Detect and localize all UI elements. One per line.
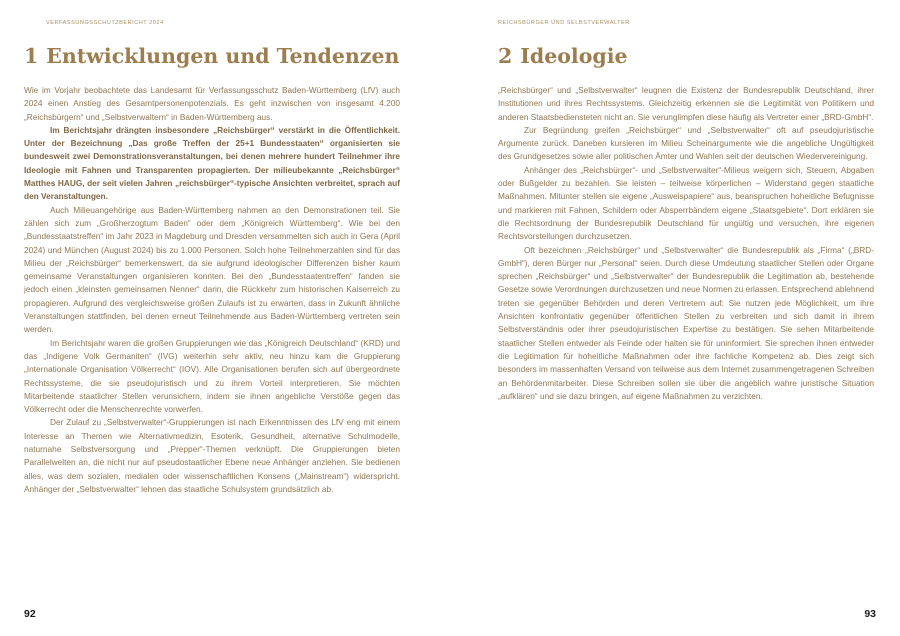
chapter-title-text: Entwicklungen und Tendenzen [46, 44, 400, 68]
body-text [498, 84, 874, 403]
paragraph: Im Berichtsjahr waren die großen Gruppierungen wie das „Königreich Deutschland“ (KRD) und das „Indigene Volk Germaniten“ (IVG) weiterhin sehr aktiv, neu hinzu kam die Gruppierung „Internationale Organisation Völkerrecht“ (IOV). Alle Organisationen berufen sich auf übergeordnete Rechtssysteme, die sie pseudojuristisch und zu ihrem Vorteil interpretieren. Sie möchten Mitarbeitende staatlicher Stellen verunsichern, indem sie ihnen angebliche Verstöße gegen das Völkerrecht oder die Menschenrechte vorwerfen. [24, 337, 400, 415]
paragraph-emphasis: Im Berichtsjahr drängten insbesondere „Reichsbürger“ verstärkt in die Öffentlichkeit. Unter der Bezeichnung „Das große Treffen der 25+1 Bundesstaaten“ organisierten sie bundesweit zwei Demonstrationsveranstaltungen, bei denen mehrere hundert Teilnehmer ihre Ideologie mit Fahnen und Transparenten propagierten. Der milieubekannte „Reichsbürger“ Matthes HAUG, der seit vielen Jahren „reichsbürger“-typische Ansichten verbreitet, sprach auf den Veranstaltungen. [24, 124, 400, 202]
running-head: REICHSBÜRGER UND SELBSTVERWALTER [498, 20, 630, 26]
running-head: VERFASSUNGSSCHUTZBERICHT 2024 [46, 20, 164, 26]
page-number: 93 [864, 608, 876, 620]
paragraph: Anhänger des „Reichsbürger“- und „Selbstverwalter“-Milieus weigern sich, Steuern, Abgaben oder Bußgelder zu bezahlen. Sie leisten – teilweise körperlichen – Widerstand gegen staatliche Maßnahmen. Mitunter stellen sie eigene „Ausweispapiere“ aus, beanspruchen hoheitliche Befugnisse und markieren mit Fahnen, Schildern oder Absperrbändern eigene „Staatsgebiete“. Dort erklären sie die Rechtsordnung der Bundesrepublik Deutschland für ungültig und versuchen, ihre eigenen Rechtsvorstellungen durchzusetzen. [498, 164, 874, 242]
chapter-number: 2 [498, 44, 513, 68]
paragraph: Der Zulauf zu „Selbstverwalter“-Gruppierungen ist nach Erkenntnissen des LfV eng mit einem Interesse an Themen wie Alternativmedizin, Esoterik, Gesundheit, alternative Schulmodelle, naturnahe Selbstversorgung und „Prepper“-Themen verknüpft. Die Gruppierungen bieten Parallelwelten an, die nicht nur auf pseudostaatlicher Ebene neue Anhänger anziehen. Sie bedienen alles, was dem sozialen, medialen oder wissenschaftlichen Konsens („Mainstream“) widerspricht. Anhänger der „Selbstverwalter“ lehnen das staatliche Schulsystem grundsätzlich ab. [24, 417, 400, 494]
chapter-number: 1 [24, 44, 39, 68]
paragraph: Wie im Vorjahr beobachtete das Landesamt für Verfassungsschutz Baden-Württemberg (LfV) auch 2024 einen Anstieg des Gesamtpersonenpotenzials. Es geht inzwischen von insgesamt 4.200 „Reichsbürgern“ und „Selbstverwaltern“ in Baden-Württemberg aus. [24, 85, 400, 122]
paragraph: „Reichsbürger“ und „Selbstverwalter“ leugnen die Existenz der Bundesrepublik Deutschland, ihrer Institutionen und ihres Rechtssystems. Gleichzeitig erkennen sie die Legitimität von Politikern und anderen Staatsbediensteten nicht an. Sie verunglimpfen diese häufig als Vertreter einer „BRD-GmbH“. [498, 85, 874, 122]
page-number: 92 [24, 608, 36, 620]
body-text [24, 84, 400, 496]
right-page [450, 0, 900, 636]
chapter-title-text: Ideologie [520, 44, 628, 68]
chapter-title [498, 44, 628, 68]
paragraph: Auch Milieuangehörige aus Baden-Württemberg nahmen an den Demonstrationen teil. Sie zählen sich zum „Großherzogtum Baden“ oder dem „Königreich Württemberg“. Wie bei den „Bundesstaatstreffen“ im Jahr 2023 in Magdeburg und Dresden versammelten sich auch in Gera (April 2024) und München (August 2024) bis zu 1.000 Personen. Solch hohe Teilnehmerzahlen sind für das Milieu der „Reichsbürger“ bemerkenswert, da sie aufgrund ideologischer Differenzen bisher kaum gemeinsame Veranstaltungen organisieren konnten. Bei den „Bundesstaatentreffen“ fanden sie jedoch einen „kleinsten gemeinsamen Nenner“ darin, die Rückkehr zum historischen Kaiserreich zu propagieren. Aufgrund des vergleichsweise großen Zulaufs ist zu erwarten, dass in Zukunft ähnliche Veranstaltungen stattfinden, bei denen erneut Teilnehmende aus Baden-Württemberg vertreten sein werden. [24, 204, 400, 335]
paragraph: Oft bezeichnen „Reichsbürger“ und „Selbstverwalter“ die Bundesrepublik als „Firma“ („BRD-GmbH“), deren Bürger nur „Personal“ seien. Durch diese Umdeutung staatlicher Stellen oder Organe sprechen „Reichsbürger“ und „Selbstverwalter“ der Bundesrepublik die Legitimation ab, bestehende Gesetze sowie Verordnungen durchzusetzen und neue Normen zu erlassen. Entsprechend ablehnend treten sie gegenüber Behörden und deren Vertretern auf: Sie nutzen jede Möglichkeit, um ihre Ansichten konfrontativ gegenüber öffentlichen Stellen zu verbreiten und sich damit in ihrem Selbstverständnis oder ihrer pseudojuristischen Expertise zu bestätigen. Sie sehen Mitarbeitende staatlicher Stellen entweder als Feinde oder halten sie für uninformiert. Sie sprechen ihnen entweder die Legitimation für hoheitliche Maßnahmen oder ihre fachliche Kompetenz ab. Dies zeigt sich besonders im massenhaften Versand von teilweise aus dem Internet zusammengetragenen Schreiben an Behördenmitarbeiter. Diese Schreiben sollen sie über die angeblich wahre juristische Situation „aufklären“ und sie dazu bringen, auf eigene Maßnahmen zu verzichten. [498, 244, 874, 401]
chapter-title [24, 44, 399, 68]
paragraph: Zur Begründung greifen „Reichsbürger“ und „Selbstverwalter“ oft auf pseudojuristische Argumente zurück. Daneben kursieren im Milieu Scheinargumente wie die angebliche Ungültigkeit des Grundgesetzes sowie aller politischen Ämter und Wahlen seit der deutschen Wiedervereinigung. [498, 124, 874, 162]
